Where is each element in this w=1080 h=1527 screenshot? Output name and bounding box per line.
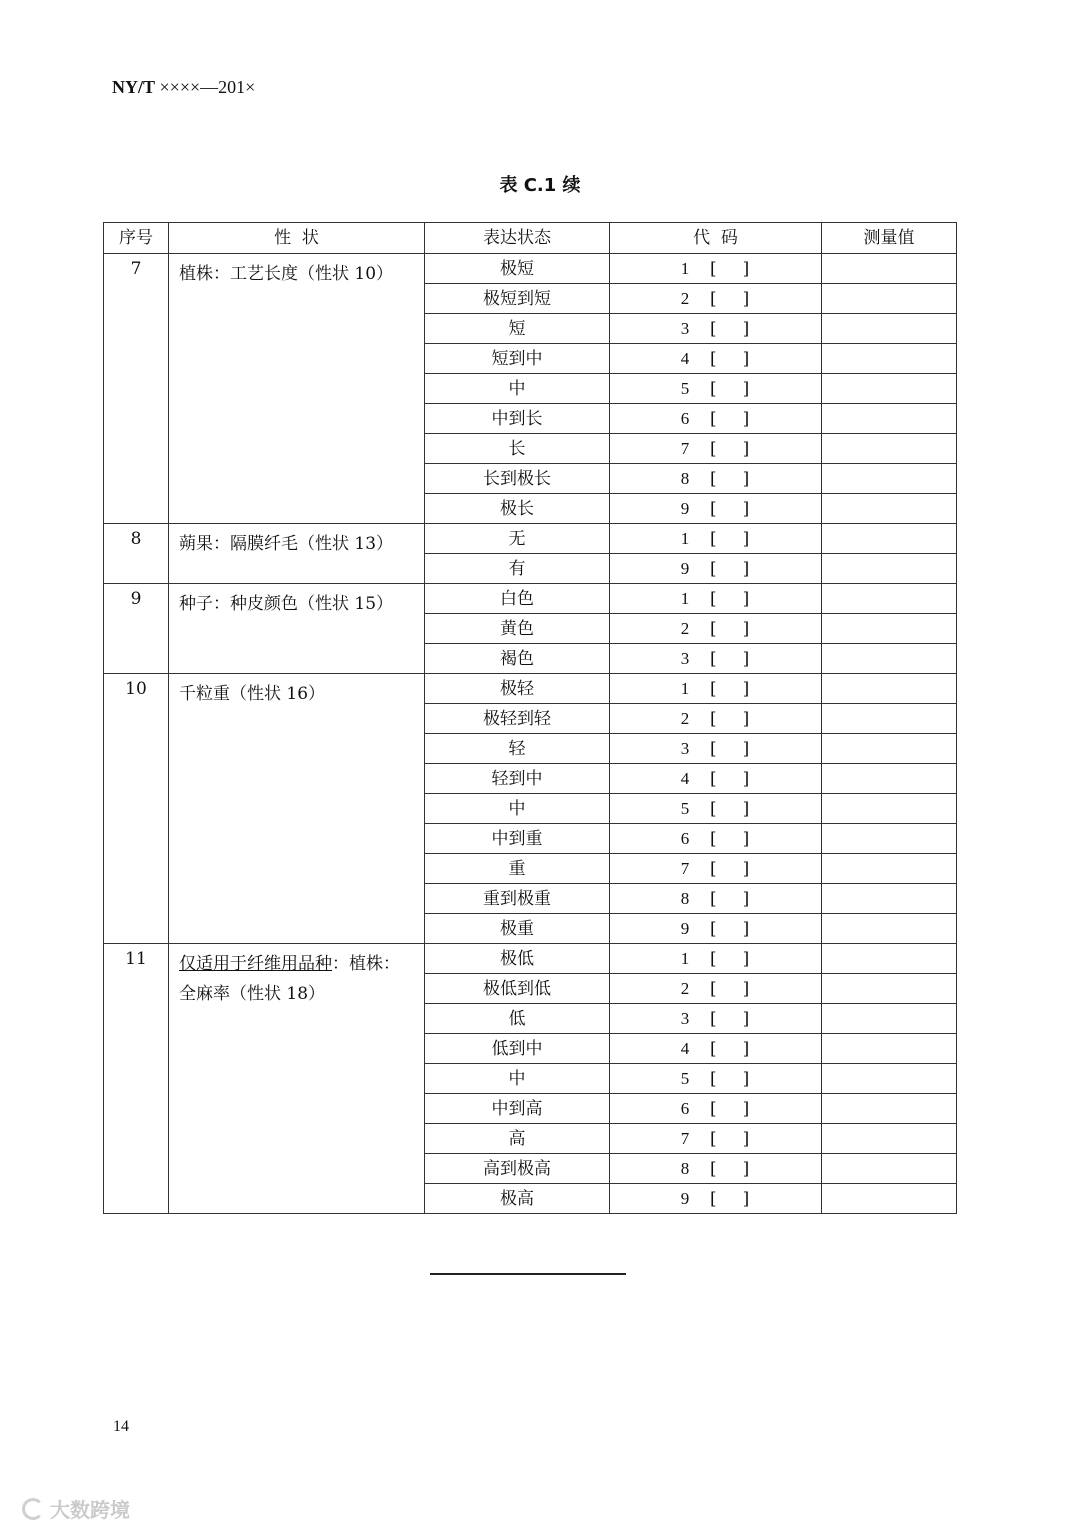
trait-scope-note: 仅适用于纤维用品种 xyxy=(179,954,332,974)
measurement-cell[interactable] xyxy=(822,314,957,344)
expression-state: 无 xyxy=(425,524,610,554)
code-number: 5 xyxy=(680,798,690,818)
code-number: 5 xyxy=(680,1068,690,1088)
code-cell xyxy=(610,1034,822,1064)
code-checkbox[interactable]: [ ] xyxy=(710,828,750,849)
code-checkbox[interactable]: [ ] xyxy=(710,618,750,639)
row-number: 8 xyxy=(104,524,169,584)
measurement-cell[interactable] xyxy=(822,854,957,884)
code-cell xyxy=(610,374,822,404)
measurement-cell[interactable] xyxy=(822,944,957,974)
table-row xyxy=(104,674,957,704)
code-number: 4 xyxy=(680,1038,690,1058)
expression-state: 中到长 xyxy=(425,404,610,434)
code-cell xyxy=(610,854,822,884)
code-number: 1 xyxy=(680,258,690,278)
measurement-cell[interactable] xyxy=(822,884,957,914)
code-number: 1 xyxy=(680,588,690,608)
expression-state: 重到极重 xyxy=(425,884,610,914)
measurement-cell[interactable] xyxy=(822,404,957,434)
code-number: 9 xyxy=(680,1188,690,1208)
expression-state: 有 xyxy=(425,554,610,584)
code-checkbox[interactable]: [ ] xyxy=(710,288,750,309)
code-cell xyxy=(610,284,822,314)
code-checkbox[interactable]: [ ] xyxy=(710,528,750,549)
code-number: 9 xyxy=(680,918,690,938)
table-row xyxy=(104,254,957,284)
expression-state: 轻到中 xyxy=(425,764,610,794)
code-checkbox[interactable]: [ ] xyxy=(710,1008,750,1029)
code-cell xyxy=(610,434,822,464)
measurement-cell[interactable] xyxy=(822,704,957,734)
measurement-cell[interactable] xyxy=(822,644,957,674)
measurement-cell[interactable] xyxy=(822,734,957,764)
code-checkbox[interactable]: [ ] xyxy=(710,678,750,699)
expression-state: 中到高 xyxy=(425,1094,610,1124)
code-checkbox[interactable]: [ ] xyxy=(710,1038,750,1059)
trait-line: 植株：工艺长度（性状 10） xyxy=(179,264,394,284)
code-checkbox[interactable]: [ ] xyxy=(710,888,750,909)
expression-state: 极重 xyxy=(425,914,610,944)
code-checkbox[interactable]: [ ] xyxy=(710,438,750,459)
expression-state: 极长 xyxy=(425,494,610,524)
expression-state: 极短 xyxy=(425,254,610,284)
table-title: 表 C.1 续 xyxy=(499,175,581,196)
code-number: 8 xyxy=(680,1158,690,1178)
code-number: 7 xyxy=(680,438,690,458)
code-cell xyxy=(610,524,822,554)
code-number: 3 xyxy=(680,738,690,758)
row-number: 9 xyxy=(104,584,169,674)
code-number: 6 xyxy=(680,408,690,428)
expression-state: 极低到低 xyxy=(425,974,610,1004)
watermark xyxy=(22,1494,130,1523)
expression-state: 短到中 xyxy=(425,344,610,374)
expression-state: 长到极长 xyxy=(425,464,610,494)
code-checkbox[interactable]: [ ] xyxy=(710,738,750,759)
code-checkbox[interactable]: [ ] xyxy=(710,1188,750,1209)
measurement-cell[interactable] xyxy=(822,434,957,464)
code-cell xyxy=(610,1094,822,1124)
measurement-cell[interactable] xyxy=(822,764,957,794)
standard-code: ××××—201× xyxy=(159,77,256,97)
code-cell xyxy=(610,824,822,854)
column-header-measure: 测量值 xyxy=(822,223,957,254)
measurement-cell[interactable] xyxy=(822,674,957,704)
column-header-trait: 性 状 xyxy=(169,223,425,254)
trait-line: 全麻率（性状 18） xyxy=(179,984,326,1004)
code-checkbox[interactable]: [ ] xyxy=(710,798,750,819)
trait-name xyxy=(169,944,425,1214)
end-rule xyxy=(430,1273,626,1275)
trait-name xyxy=(169,584,425,674)
measurement-cell[interactable] xyxy=(822,254,957,284)
code-checkbox[interactable]: [ ] xyxy=(710,378,750,399)
code-cell xyxy=(610,794,822,824)
code-cell xyxy=(610,1184,822,1214)
watermark-logo-icon xyxy=(22,1498,44,1520)
row-number: 7 xyxy=(104,254,169,524)
code-cell xyxy=(610,884,822,914)
code-cell xyxy=(610,314,822,344)
measurement-cell[interactable] xyxy=(822,344,957,374)
code-cell xyxy=(610,494,822,524)
trait-line: 种子：种皮颜色（性状 15） xyxy=(179,594,394,614)
code-number: 3 xyxy=(680,318,690,338)
code-cell xyxy=(610,764,822,794)
expression-state: 高到极高 xyxy=(425,1154,610,1184)
expression-state: 黄色 xyxy=(425,614,610,644)
code-cell xyxy=(610,404,822,434)
expression-state: 极高 xyxy=(425,1184,610,1214)
code-cell xyxy=(610,974,822,1004)
code-number: 3 xyxy=(680,1008,690,1028)
code-checkbox[interactable]: [ ] xyxy=(710,978,750,999)
code-number: 4 xyxy=(680,348,690,368)
code-number: 2 xyxy=(680,618,690,638)
code-number: 6 xyxy=(680,828,690,848)
code-number: 4 xyxy=(680,768,690,788)
code-number: 9 xyxy=(680,558,690,578)
code-number: 2 xyxy=(680,978,690,998)
code-checkbox[interactable]: [ ] xyxy=(710,588,750,609)
code-cell xyxy=(610,734,822,764)
column-header-code: 代 码 xyxy=(610,223,822,254)
code-cell xyxy=(610,674,822,704)
code-cell xyxy=(610,1124,822,1154)
code-checkbox[interactable]: [ ] xyxy=(710,858,750,879)
code-cell xyxy=(610,254,822,284)
measurement-cell[interactable] xyxy=(822,824,957,854)
expression-state: 长 xyxy=(425,434,610,464)
code-number: 2 xyxy=(680,288,690,308)
measurement-cell[interactable] xyxy=(822,1094,957,1124)
measurement-cell[interactable] xyxy=(822,1184,957,1214)
code-number: 2 xyxy=(680,708,690,728)
code-number: 8 xyxy=(680,468,690,488)
code-number: 7 xyxy=(680,1128,690,1148)
table-row xyxy=(104,524,957,554)
measurement-cell[interactable] xyxy=(822,974,957,1004)
code-number: 1 xyxy=(680,528,690,548)
measurement-cell[interactable] xyxy=(822,584,957,614)
code-checkbox[interactable]: [ ] xyxy=(710,318,750,339)
expression-state: 短 xyxy=(425,314,610,344)
code-cell xyxy=(610,344,822,374)
standard-header xyxy=(112,77,255,98)
code-cell xyxy=(610,584,822,614)
measurement-cell[interactable] xyxy=(822,284,957,314)
code-checkbox[interactable]: [ ] xyxy=(710,948,750,969)
trait-name xyxy=(169,524,425,584)
code-checkbox[interactable]: [ ] xyxy=(710,468,750,489)
trait-line: 蒴果：隔膜纤毛（性状 13） xyxy=(179,534,394,554)
code-checkbox[interactable]: [ ] xyxy=(710,1158,750,1179)
column-header-state: 表达状态 xyxy=(425,223,610,254)
code-cell xyxy=(610,554,822,584)
code-number: 1 xyxy=(680,678,690,698)
code-number: 6 xyxy=(680,1098,690,1118)
measurement-cell[interactable] xyxy=(822,374,957,404)
code-cell xyxy=(610,644,822,674)
trait-name xyxy=(169,254,425,524)
expression-state: 高 xyxy=(425,1124,610,1154)
code-cell xyxy=(610,1064,822,1094)
measurement-cell[interactable] xyxy=(822,554,957,584)
code-number: 8 xyxy=(680,888,690,908)
code-checkbox[interactable]: [ ] xyxy=(710,1068,750,1089)
column-header-no: 序号 xyxy=(104,223,169,254)
watermark-text: 大数跨境 xyxy=(50,1498,130,1522)
code-cell xyxy=(610,914,822,944)
measurement-cell[interactable] xyxy=(822,1064,957,1094)
code-checkbox[interactable]: [ ] xyxy=(710,558,750,579)
page-number: 14 xyxy=(113,1418,129,1435)
header-row xyxy=(104,223,957,254)
code-number: 9 xyxy=(680,498,690,518)
code-cell xyxy=(610,704,822,734)
measurement-cell[interactable] xyxy=(822,1004,957,1034)
measurement-cell[interactable] xyxy=(822,1034,957,1064)
table-row xyxy=(104,584,957,614)
expression-state: 重 xyxy=(425,854,610,884)
expression-state: 中 xyxy=(425,1064,610,1094)
trait-line: ：植株： xyxy=(332,954,400,974)
expression-state: 褐色 xyxy=(425,644,610,674)
expression-state: 极低 xyxy=(425,944,610,974)
traits-table xyxy=(103,222,957,1214)
expression-state: 低到中 xyxy=(425,1034,610,1064)
code-checkbox[interactable]: [ ] xyxy=(710,1098,750,1119)
expression-state: 中 xyxy=(425,374,610,404)
expression-state: 极短到短 xyxy=(425,284,610,314)
code-cell xyxy=(610,464,822,494)
measurement-cell[interactable] xyxy=(822,524,957,554)
table-row xyxy=(104,944,957,974)
code-checkbox[interactable]: [ ] xyxy=(710,918,750,939)
trait-name xyxy=(169,674,425,944)
code-checkbox[interactable]: [ ] xyxy=(710,648,750,669)
code-checkbox[interactable]: [ ] xyxy=(710,348,750,369)
expression-state: 中到重 xyxy=(425,824,610,854)
measurement-cell[interactable] xyxy=(822,464,957,494)
measurement-cell[interactable] xyxy=(822,914,957,944)
row-number: 11 xyxy=(104,944,169,1214)
code-number: 1 xyxy=(680,948,690,968)
expression-state: 极轻到轻 xyxy=(425,704,610,734)
measurement-cell[interactable] xyxy=(822,1154,957,1184)
table-body xyxy=(104,254,957,1214)
expression-state: 轻 xyxy=(425,734,610,764)
measurement-cell[interactable] xyxy=(822,794,957,824)
code-checkbox[interactable]: [ ] xyxy=(710,408,750,429)
standard-prefix: NY/T xyxy=(112,77,156,97)
row-number: 10 xyxy=(104,674,169,944)
measurement-cell[interactable] xyxy=(822,614,957,644)
measurement-cell[interactable] xyxy=(822,1124,957,1154)
trait-line: 千粒重（性状 16） xyxy=(179,684,326,704)
code-cell xyxy=(610,1004,822,1034)
code-number: 7 xyxy=(680,858,690,878)
code-number: 5 xyxy=(680,378,690,398)
code-checkbox[interactable]: [ ] xyxy=(710,708,750,729)
code-cell xyxy=(610,614,822,644)
expression-state: 中 xyxy=(425,794,610,824)
code-cell xyxy=(610,944,822,974)
expression-state: 白色 xyxy=(425,584,610,614)
code-checkbox[interactable]: [ ] xyxy=(710,768,750,789)
measurement-cell[interactable] xyxy=(822,494,957,524)
code-number: 3 xyxy=(680,648,690,668)
code-checkbox[interactable]: [ ] xyxy=(710,1128,750,1149)
expression-state: 极轻 xyxy=(425,674,610,704)
expression-state: 低 xyxy=(425,1004,610,1034)
code-checkbox[interactable]: [ ] xyxy=(710,498,750,519)
code-cell xyxy=(610,1154,822,1184)
code-checkbox[interactable]: [ ] xyxy=(710,258,750,279)
